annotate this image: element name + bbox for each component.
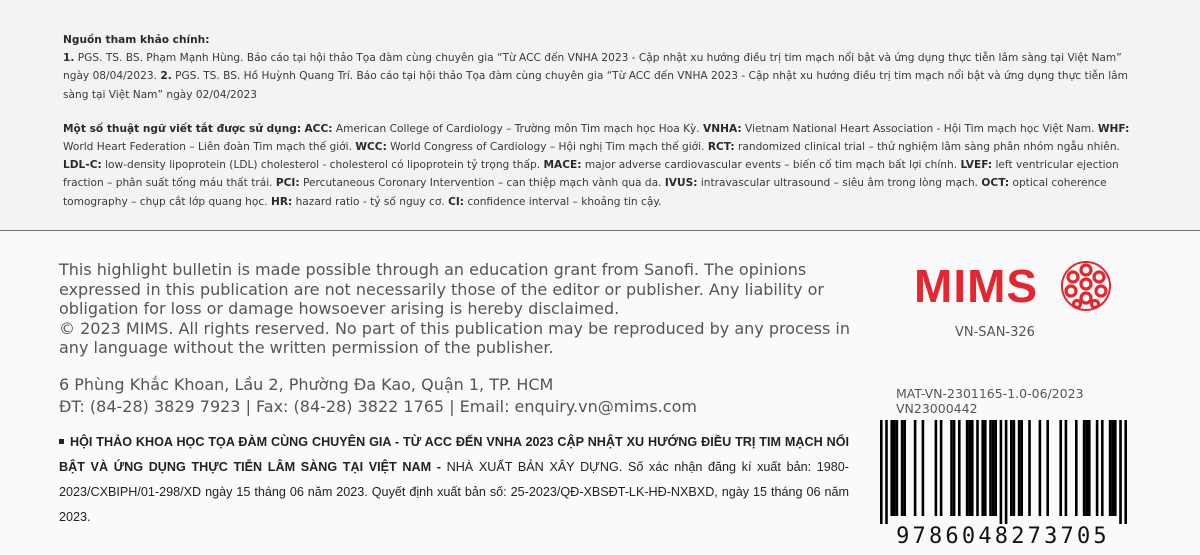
barcode-bar — [1020, 420, 1023, 516]
barcode-bar — [1028, 420, 1031, 516]
abbr-definition: optical coherence tomography – chụp cắt lớp quang học. — [63, 177, 1107, 208]
barcode-bar — [1101, 420, 1104, 516]
barcode-bar — [1000, 420, 1003, 524]
barcode-bar — [901, 420, 904, 516]
barcode-bar — [994, 420, 997, 516]
barcode-bar — [1124, 420, 1127, 524]
abbr-definition: hazard ratio - tỷ số nguy cơ. — [292, 195, 449, 208]
barcode-bar — [976, 420, 979, 516]
barcode-bar — [971, 420, 974, 516]
square-bullet-icon — [59, 439, 64, 444]
abbr-term: LDL-C: — [63, 159, 102, 172]
abbr-term: PCI: — [275, 177, 300, 190]
abbr-definition: randomized clinical trial – thử nghiệm lâm sàng phân nhóm ngẫu nhiên. — [734, 141, 1120, 154]
barcode-bar — [1111, 420, 1114, 516]
abbr-definition: American College of Cardiology – Trường môn Tim mạch học Hoa Kỳ. — [332, 122, 704, 135]
barcode-bar — [1059, 420, 1062, 516]
abbreviations-list — [63, 120, 1143, 211]
barcode-bar — [1119, 420, 1122, 524]
barcode-bar — [1114, 420, 1117, 516]
abbr-definition: low-density lipoprotein (LDL) cholesterol - cholesterol có lipoprotein tỷ trọng thấp. — [101, 159, 544, 172]
abbr-definition: World Congress of Cardiology – Hội nghị Tim mạch thế giới. — [386, 141, 708, 154]
barcode-bar — [935, 420, 938, 516]
references-block — [63, 31, 1143, 211]
barcode-bar — [940, 420, 943, 516]
abbr-term: CI: — [448, 195, 465, 208]
disclaimer-text: This highlight bulletin is made possible through an education grant from Sanofi. The opinions expressed in this publication are not necessarily those of the editor or publisher. Any liability or obligation for loss or damage howsoever arising is hereby disclaimed. — [59, 260, 824, 318]
barcode-bar — [1010, 420, 1013, 516]
mims-logo — [914, 260, 1124, 320]
barcode-bar — [880, 420, 883, 524]
barcode-bar — [922, 420, 925, 516]
abbr-definition: major adverse cardiovascular events – biến cố tim mạch bất lợi chính. — [581, 159, 961, 172]
barcode-bar — [992, 420, 995, 516]
copyright-text: © 2023 MIMS. All rights reserved. No part of this publication may be reproduced by any process in any language without the written permission of the publisher. — [59, 318, 850, 357]
registration-code: VN23000442 — [896, 401, 978, 416]
barcode-bar — [984, 420, 987, 516]
barcode-bar — [981, 420, 984, 516]
material-codes — [896, 386, 1136, 416]
references-panel — [0, 0, 1200, 230]
barcode-bar — [1096, 420, 1099, 516]
ref1-text: PGS. TS. BS. Phạm Mạnh Hùng. Báo cáo tại hội thảo Tọa đàm cùng chuyên gia “Từ ACC đến VNHA 2023 - Cập nhật xu hướng điều trị tim mạch nổi bật và ứng dụng thực tiễn lâm sàng tại Việt Nam” ngày 08/04/2023. — [63, 52, 1122, 83]
ref2-number: 2. — [160, 70, 172, 83]
barcode-bar — [914, 420, 917, 516]
mims-logo-text: MIMS — [914, 260, 1039, 312]
contact-line: ĐT: (84-28) 3829 7923 | Fax: (84-28) 3822 1765 | Email: enquiry.vn@mims.com — [59, 397, 697, 416]
barcode-bar — [1039, 420, 1042, 516]
abbr-definition: World Heart Federation – Liên đoàn Tim mạch thế giới. — [63, 141, 356, 154]
barcode-bar — [953, 420, 956, 516]
barcode-bar — [1018, 420, 1021, 516]
barcode-bar — [885, 420, 888, 524]
barcode-bar — [968, 420, 971, 516]
abbr-definition: intravascular ultrasound – siêu âm trong lòng mạch. — [697, 177, 982, 190]
abbr-term: ACC: — [304, 122, 333, 135]
abbr-term: RCT: — [707, 141, 735, 154]
ref1-number: 1. — [63, 52, 75, 65]
abbr-definition: left ventricular ejection fraction – phân suất tống máu thất trái. — [63, 159, 1119, 190]
barcode-bar — [903, 420, 906, 516]
barcode-bar — [1109, 420, 1112, 516]
barcode-bar — [950, 420, 953, 516]
abbr-definition: confidence interval – khoảng tin cậy. — [464, 195, 662, 208]
ref2-text: PGS. TS. BS. Hồ Huỳnh Quang Trí. Báo cáo tại hội thảo Tọa đàm cùng chuyên gia “Từ ACC đến VNHA 2023 - Cập nhật xu hướng điều trị tim mạch nổi bật và ứng dụng thực tiễn lâm sàng tại Việt Nam” ngày 02/04/2023 — [63, 70, 1128, 101]
disclaimer — [59, 260, 859, 358]
barcode-bar — [1088, 420, 1091, 516]
barcode-bar — [966, 420, 969, 516]
barcode-bar — [1005, 420, 1008, 524]
barcode-bar — [1085, 420, 1088, 516]
barcode-bar — [989, 420, 992, 516]
publication-info — [59, 430, 849, 530]
barcode-bar — [1075, 420, 1078, 516]
barcode-digits: 9786048273705 — [896, 524, 1110, 549]
contact-address — [59, 374, 859, 418]
brand-code: VN-SAN-326 — [955, 325, 1035, 340]
material-code: MAT-VN-2301165-1.0-06/2023 — [896, 386, 1084, 401]
publication-details: NHÀ XUẤT BẢN XÂY DỰNG. Số xác nhận đăng kí xuất bản: 1980-2023/CXBIPH/01-298/XD ngày 15 tháng 06 năm 2023. Quyết định xuất bản số: 25-2023/QĐ-XBSĐT-LK-HĐ-NXBXD, ngày 15 tháng 06 năm 2023. — [59, 460, 849, 524]
references-list — [63, 49, 1143, 104]
abbr-term: HR: — [270, 195, 293, 208]
publication-title: HỘI THẢO KHOA HỌC TỌA ĐÀM CÙNG CHUYÊN GIA - TỪ ACC ĐẾN VNHA 2023 CẬP NHẬT XU HƯỚNG ĐIỀU TRỊ TIM MẠCH NỔI BẬT VÀ ỨNG DỤNG THỰC TIỄN LÂM SÀNG TẠI VIỆT NAM - — [59, 435, 849, 474]
abbr-definition: Vietnam National Heart Association - Hội Tim mạch học Việt Nam. — [741, 122, 1098, 135]
abbr-term: IVUS: — [664, 177, 698, 190]
address-line: 6 Phùng Khắc Khoan, Lầu 2, Phường Đa Kao, Quận 1, TP. HCM — [59, 375, 554, 394]
isbn-barcode — [858, 418, 1148, 550]
barcode-bar — [1083, 420, 1086, 516]
abbr-definition: Percutaneous Coronary Intervention – can thiệp mạch vành qua da. — [299, 177, 665, 190]
abbr-term: WCC: — [355, 141, 387, 154]
barcode-bar — [890, 420, 893, 516]
mims-sphere-icon — [1060, 260, 1112, 312]
abbr-term: OCT: — [981, 177, 1010, 190]
section-divider — [0, 230, 1200, 231]
barcode-bar — [893, 420, 896, 516]
abbr-term: WHF: — [1097, 122, 1130, 135]
barcode-bar — [1065, 420, 1068, 516]
abbr-term: LVEF: — [960, 159, 993, 172]
barcode-bar — [1013, 420, 1016, 516]
barcode-bar — [1046, 420, 1049, 516]
abbr-term: MACE: — [543, 159, 582, 172]
barcode-bar — [958, 420, 961, 516]
abbreviations-heading: Một số thuật ngữ viết tắt được sử dụng: — [63, 122, 302, 135]
abbr-term: VNHA: — [703, 122, 742, 135]
references-heading: Nguồn tham khảo chính: — [63, 34, 210, 46]
barcode-bar — [896, 420, 899, 516]
